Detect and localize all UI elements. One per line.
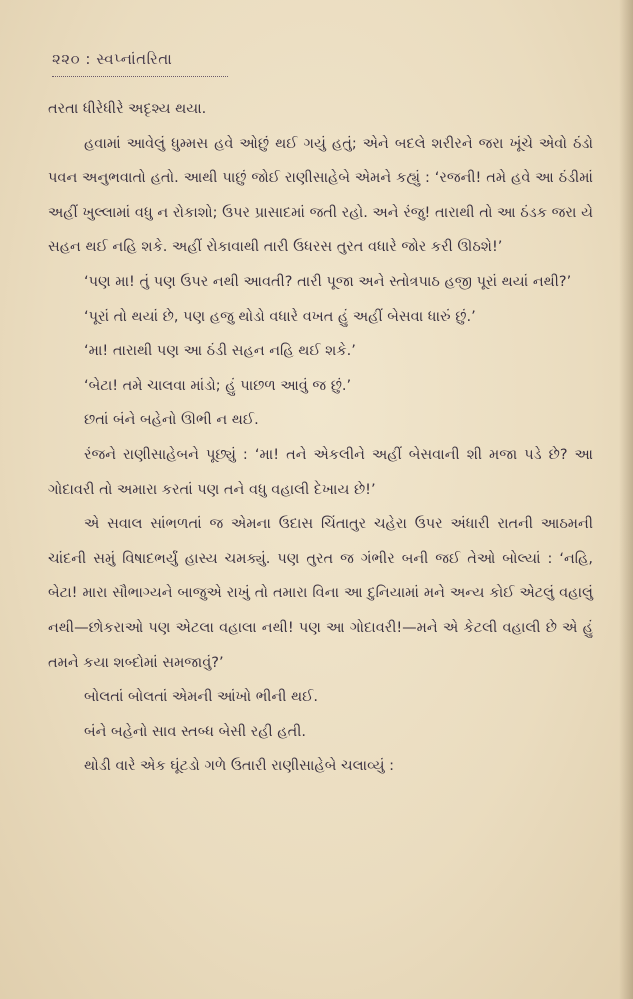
body-text xyxy=(48,92,593,784)
paragraph-sisters-stay: છતાં બંને બહેનો ઊભી ન થઈ. xyxy=(84,412,259,429)
paragraph-godavari: એ સવાલ સાંભળતાં જ એમના ઉદાસ ચિંતાતુર ચહેરા ઉપર અંધારી રાતની આઠમની ચાંદની સમું વિષાદભર્યું હાસ્ય ચમક્યું. પણ તુરત જ ગંભીર બની જઈ તેઓ બોલ્યાં : ‘નહિ, બેટા! મારા સૌભાગ્યને બાજુએ રાખું તો તમારા વિના આ દુનિયામાં મને અન્ય કોઈ એટલું વહાલું નથી—છોકરાઓ પણ એટલા વહાલા નથી! પણ આ ગોદાવરી!—મને એ કેટલી વહાલી છે એ હું તમને કયા શબ્દોમાં સમજાવું?’ xyxy=(48,516,593,671)
paragraph-sisters-still: બંને બહેનો સાવ સ્તબ્ધ બેસી રહી હતી. xyxy=(84,723,306,740)
paragraph-dialogue-cold: ‘મા! તારાથી પણ આ ઠંડી સહન નહિ થઈ શકે.’ xyxy=(84,343,356,360)
paragraph-ranjan-asks: રંજને રાણીસાહેબને પૂછ્યું : ‘મા! તને એકલીને અહીં બેસવાની શી મજા પડે છે? આ ગોદાવરી તો અમારા કરતાં પણ તને વધુ વહાલી દેખાય છે!’ xyxy=(48,446,593,498)
paragraph-dialogue-reply: ‘પૂરાં તો થયાં છે, પણ હજુ થોડો વધારે વખત હું અહીં બેસવા ધારું છું.’ xyxy=(84,308,476,325)
header-separator: : xyxy=(85,50,91,68)
page-number: ૨૨૦ xyxy=(52,50,81,68)
paragraph-dialogue-go: ‘બેટા! તમે ચાલવા માંડો; હું પાછળ આવું જ છું.’ xyxy=(84,377,352,394)
running-title: સ્વપ્નાંતરિતા xyxy=(96,50,173,68)
paragraph-fog: હવામાં આવેલું ધુમ્મસ હવે ઓછું થઈ ગયું હતું; એને બદલે શરીરને જરા ખૂંચે એવો ઠંડો પવન અનુભવાતો હતો. આથી પાછું જોઈ રાણીસાહેબે એમને કહ્યું : ‘રજની! તમે હવે આ ઠંડીમાં અહીં ખુલ્લામાં વધુ ન રોકાશો; ઉપર પ્રાસાદમાં જતી રહો. અને રંજુ! તારાથી તો આ ઠંડક જરા યે સહન થઈ નહિ શકે. અહીં રોકાવાથી તારી ઉધરસ તુરત વધારે જોર કરી ઊઠશે!’ xyxy=(48,135,593,256)
running-header xyxy=(52,50,172,68)
paragraph-eyes-wet: બોલતાં બોલતાં એમની આંખો ભીની થઈ. xyxy=(84,689,318,706)
page-binding-shadow xyxy=(619,0,633,999)
header-underline xyxy=(52,76,228,77)
paragraph-dialogue-question: ‘પણ મા! તું પણ ઉપર નથી આવતી? તારી પૂજા અને સ્તોત્રપાઠ હજી પૂરાં થયાં નથી?’ xyxy=(84,273,572,290)
paragraph-continuation: તરતા ધીરેધીરે અદૃશ્ય થયા. xyxy=(48,101,207,117)
paragraph-continues: થોડી વારે એક ઘૂંટડો ગળે ઉતારી રાણીસાહેબે ચલાવ્યું : xyxy=(84,758,395,775)
